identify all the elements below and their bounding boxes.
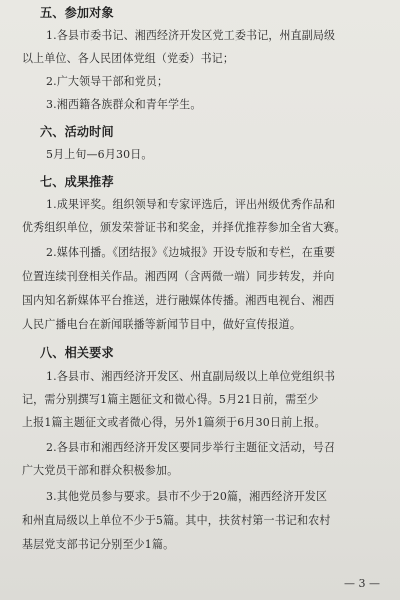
section-heading: 八、相关要求 (40, 345, 114, 360)
body-line: 3.湘西籍各族群众和青年学生。 (46, 97, 202, 111)
body-line: 国内知名新媒体平台推送，进行融媒体传播。湘西电视台、湘西 (22, 293, 335, 307)
body-line: 和州直局级以上单位不少于5篇。其中，扶贫村第一书记和农村 (22, 513, 331, 527)
body-line: 记，需分别撰写1篇主题征文和微心得。5月21日前，需至少 (22, 392, 319, 406)
page-number: — 3 — (344, 577, 380, 590)
body-line: 基层党支部书记分别至少1篇。 (22, 537, 175, 551)
body-line: 2.广大领导干部和党员； (46, 74, 169, 88)
section-heading: 六、活动时间 (40, 124, 114, 139)
body-line: 1.各县市委书记、湘西经济开发区党工委书记，州直副局级 (46, 28, 336, 42)
body-line: 上报1篇主题征文或者微心得，另外1篇须于6月30日前上报。 (22, 415, 326, 429)
section-heading: 五、参加对象 (40, 5, 114, 20)
body-line: 1.各县市、湘西经济开发区、州直副局级以上单位党组织书 (46, 369, 336, 383)
body-line: 优秀组织单位，颁发荣誉证书和奖金，并择优推荐参加全省大赛。 (22, 220, 346, 234)
body-line: 2.媒体刊播。《团结报》《边城报》开设专版和专栏，在重要 (46, 245, 336, 259)
body-line: 1.成果评奖。组织领导和专家评选后，评出州级优秀作品和 (46, 197, 336, 211)
body-line: 2.各县市和湘西经济开发区要同步举行主题征文活动，号召 (46, 440, 336, 454)
section-heading: 七、成果推荐 (40, 174, 114, 189)
body-line: 5月上旬—6月30日。 (46, 147, 153, 161)
body-line: 3.其他党员参与要求。县市不少于20篇，湘西经济开发区 (46, 489, 328, 503)
body-line: 位置连续刊登相关作品。湘西网（含两微一端）同步转发，并向 (22, 269, 335, 283)
body-line: 以上单位、各人民团体党组（党委）书记； (22, 51, 235, 65)
body-line: 广大党员干部和群众积极参加。 (22, 463, 179, 477)
body-line: 人民广播电台在新闻联播等新闻节目中，做好宣传报道。 (22, 317, 302, 331)
